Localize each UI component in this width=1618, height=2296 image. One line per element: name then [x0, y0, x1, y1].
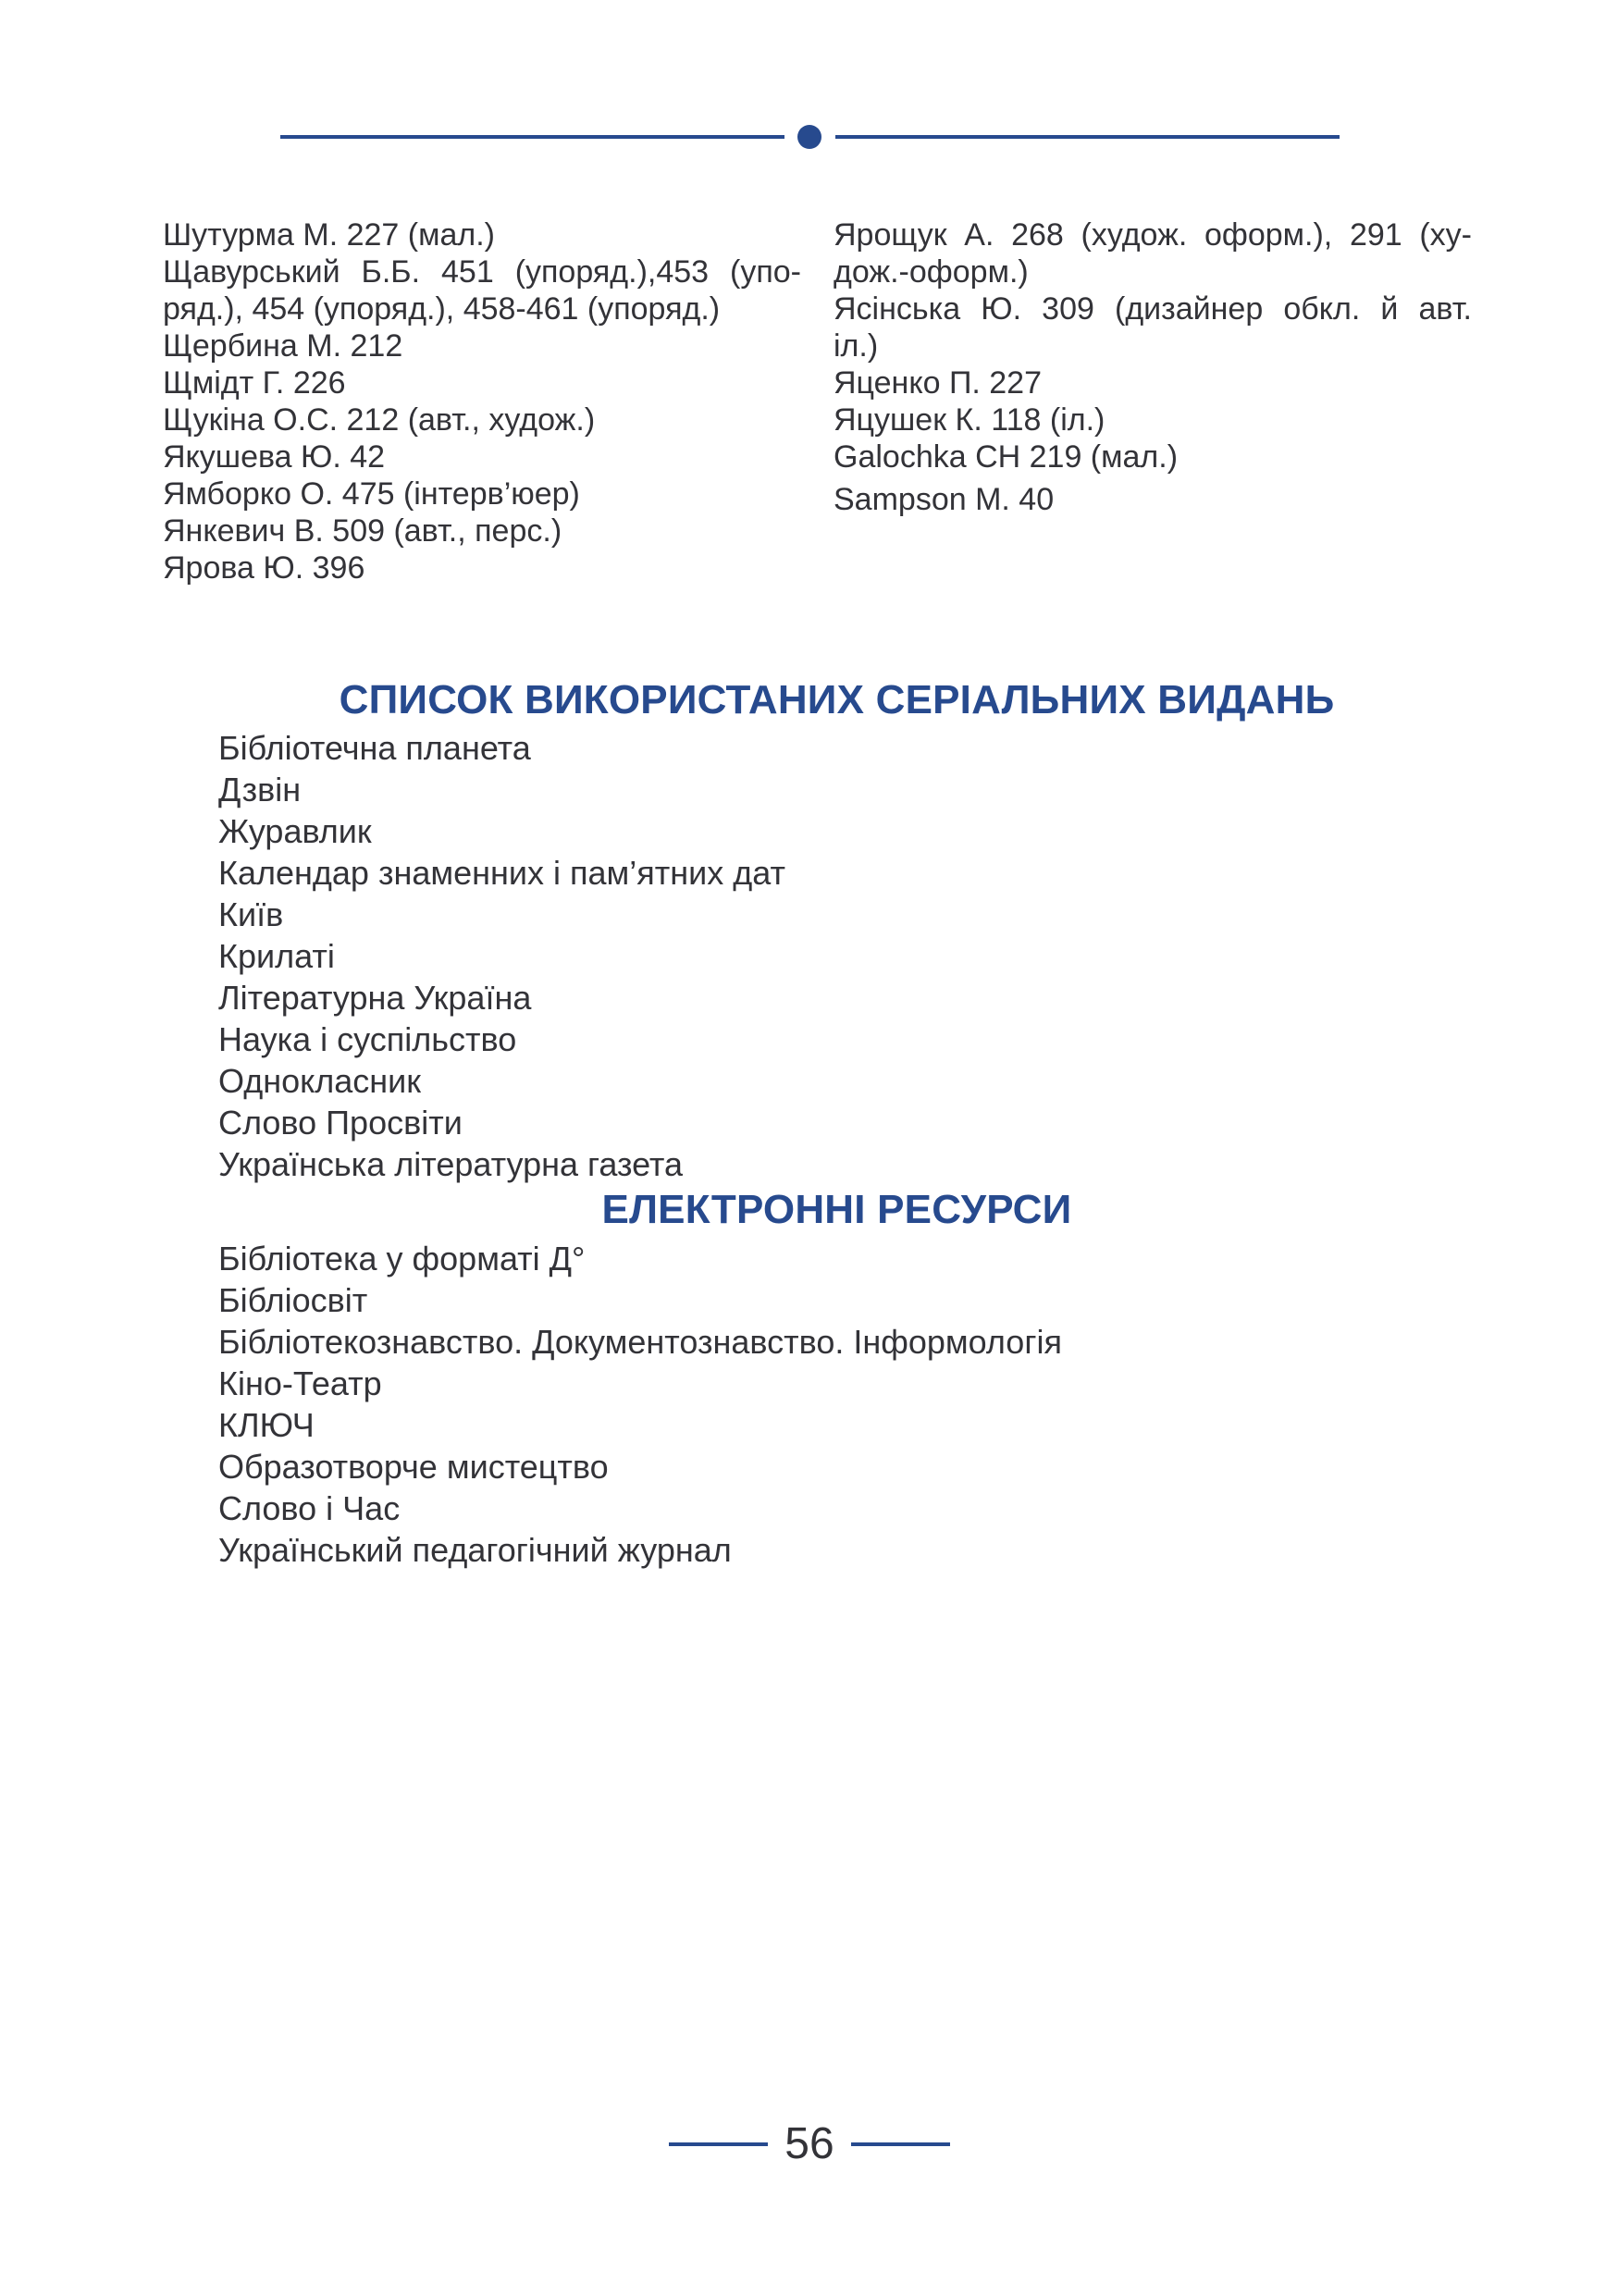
- index-entry: Якушева Ю. 42: [163, 439, 386, 475]
- list-item: Слово і Час: [218, 1489, 401, 1527]
- index-entry: Яценко П. 227: [834, 365, 1043, 401]
- index-entry: Щмідт Г. 226: [163, 365, 346, 401]
- electronic-resources-list: [218, 1238, 1062, 1571]
- list-item: Дзвін: [218, 771, 302, 809]
- index-entry: Щавурський Б.Б. 451 (упоряд.),453 (упо-: [163, 254, 801, 290]
- index-entry: ряд.), 454 (упоряд.), 458-461 (упоряд.): [163, 291, 721, 327]
- top-rule-right: [835, 135, 1340, 139]
- serial-publications-heading: СПИСОК ВИКОРИСТАНИХ СЕРІАЛЬНИХ ВИДАНЬ: [339, 677, 1335, 722]
- index-entry: Ярова Ю. 396: [163, 550, 365, 586]
- list-item: Образотворче мистецтво: [218, 1448, 609, 1486]
- list-item: Слово Просвіти: [218, 1104, 463, 1142]
- list-item: Українська літературна газета: [218, 1145, 684, 1183]
- list-item: Бібліосвіт: [218, 1281, 368, 1319]
- index-entry: Galochka CH 219 (мал.): [834, 439, 1179, 475]
- list-item: Календар знаменних і пам’ятних дат: [218, 854, 785, 892]
- list-item: Журавлик: [218, 812, 372, 850]
- list-item: КЛЮЧ: [218, 1406, 315, 1444]
- list-item: Бібліотечна планета: [218, 729, 531, 767]
- page-number: 56: [784, 2119, 834, 2168]
- list-item: Бібліотекознавство. Документознавство. Інформологія: [218, 1323, 1062, 1361]
- index-left-column: [163, 216, 801, 586]
- index-entry: Ямборко О. 475 (інтерв’юер): [163, 476, 580, 512]
- list-item: Київ: [218, 895, 284, 933]
- serial-publications-list: [218, 727, 785, 1185]
- list-item: Літературна Україна: [218, 979, 532, 1017]
- index-entry: Sampson M. 40: [834, 482, 1055, 517]
- index-entry: Щукіна О.С. 212 (авт., худож.): [163, 402, 596, 438]
- index-entry: Шутурма М. 227 (мал.): [163, 217, 495, 253]
- top-rule-dot: [797, 125, 821, 149]
- footer-rule-right: [851, 2142, 950, 2146]
- index-entry: Щербина М. 212: [163, 328, 403, 364]
- list-item: Бібліотека у форматі Д°: [218, 1240, 586, 1278]
- list-item: Однокласник: [218, 1062, 422, 1100]
- index-entry: Ярощук А. 268 (худож. оформ.), 291 (ху-: [834, 217, 1472, 253]
- top-rule-left: [280, 135, 784, 139]
- index-entry: Ясінська Ю. 309 (дизайнер обкл. й авт.: [834, 291, 1472, 327]
- list-item: Кіно-Театр: [218, 1364, 382, 1402]
- index-entry: Яцушек К. 118 (іл.): [834, 402, 1105, 438]
- index-entry: іл.): [834, 328, 879, 364]
- list-item: Крилаті: [218, 937, 335, 975]
- footer-rule-left: [669, 2142, 768, 2146]
- index-right-column: [834, 216, 1472, 518]
- electronic-resources-heading: ЕЛЕКТРОННІ РЕСУРСИ: [601, 1187, 1072, 1232]
- index-entry: дож.-оформ.): [834, 254, 1029, 290]
- index-entry: Янкевич В. 509 (авт., перс.): [163, 513, 562, 549]
- list-item: Український педагогічний журнал: [218, 1531, 732, 1569]
- list-item: Наука і суспільство: [218, 1020, 517, 1058]
